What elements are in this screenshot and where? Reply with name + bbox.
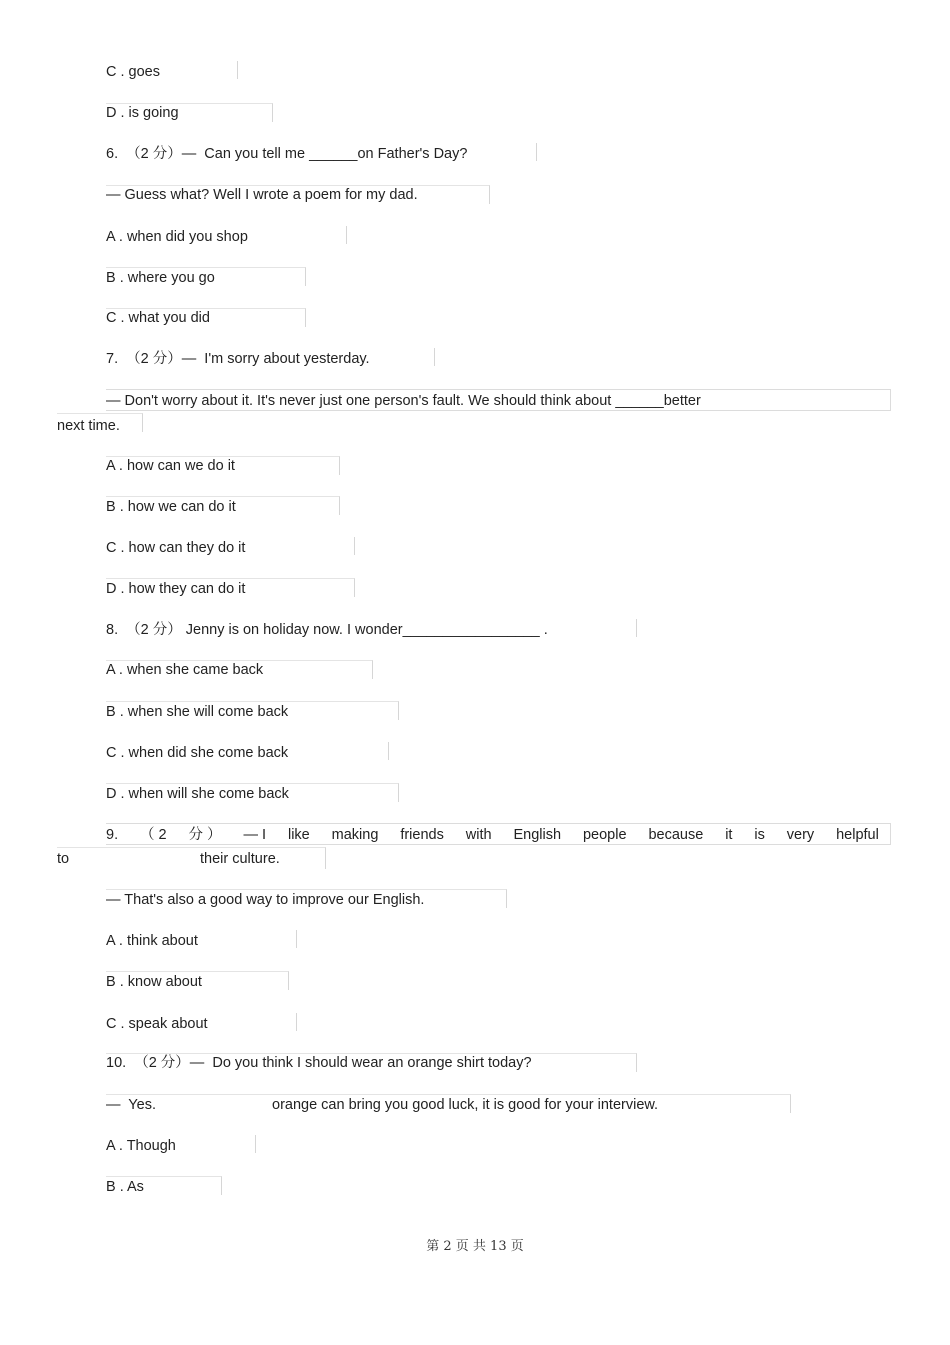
line-box <box>106 308 306 327</box>
line-box <box>57 847 326 869</box>
question-9-word: it <box>725 827 733 843</box>
question-9-word: like <box>287 827 310 843</box>
option-b: B . when she will come back <box>106 704 289 720</box>
option-c: C . goes <box>106 64 160 80</box>
question-9-word: English <box>513 827 562 843</box>
question-9-word: with <box>465 827 492 843</box>
line-box <box>106 348 435 366</box>
question-8: 8. （2 分） Jenny is on holiday now. I wonder_________________ . <box>106 622 548 638</box>
question-9-word: because <box>648 827 704 843</box>
question-9-word: helpful <box>836 827 879 843</box>
line-box <box>106 742 389 760</box>
line-box <box>106 1176 222 1195</box>
line-box <box>106 1053 637 1072</box>
line-box <box>106 619 637 637</box>
line-box <box>106 61 238 79</box>
line-box <box>106 267 306 286</box>
line-box <box>106 971 289 990</box>
option-c: C . what you did <box>106 310 210 326</box>
line-box <box>106 578 355 597</box>
question-9-to: to <box>57 851 70 867</box>
line-box <box>106 143 537 161</box>
line-box <box>106 783 399 802</box>
option-d: D . is going <box>106 105 179 121</box>
line-box <box>106 823 891 845</box>
question-9-word: very <box>786 827 815 843</box>
line-box <box>106 537 355 555</box>
line-box <box>106 889 507 908</box>
option-b: B . how we can do it <box>106 499 236 515</box>
line-box <box>106 930 297 948</box>
line-box <box>106 185 490 204</box>
option-b: B . where you go <box>106 270 215 286</box>
question-9-word: 分 ） <box>188 827 222 843</box>
line-box <box>106 701 399 720</box>
line-box <box>106 496 340 515</box>
question-10-reply: — Yes. <box>106 1097 156 1113</box>
question-7: 7. （2 分）— I'm sorry about yesterday. <box>106 351 370 367</box>
option-b: B . know about <box>106 974 202 990</box>
question-9-word: friends <box>400 827 444 843</box>
question-9-word: — I <box>243 827 267 843</box>
page-footer: 第 2 页 共 13 页 <box>426 1239 524 1254</box>
line-box <box>106 389 891 411</box>
question-7-reply-continued: next time. <box>57 418 120 434</box>
line-box <box>106 1135 256 1153</box>
question-9-word: （ 2 <box>140 827 167 843</box>
question-7-reply: — Don't worry about it. It's never just one person's fault. We should think about ______better <box>106 393 701 409</box>
line-box <box>106 226 347 244</box>
question-9-word: making <box>331 827 379 843</box>
option-a: A . think about <box>106 933 198 949</box>
option-a: A . Though <box>106 1138 176 1154</box>
option-a: A . when did you shop <box>106 229 248 245</box>
question-6: 6. （2 分）— Can you tell me ______on Father's Day? <box>106 146 468 162</box>
line-box <box>106 1013 297 1031</box>
question-6-reply: — Guess what? Well I wrote a poem for my dad. <box>106 187 418 203</box>
line-box <box>57 413 143 432</box>
question-9-word: people <box>582 827 627 843</box>
question-9-continued: their culture. <box>200 851 280 867</box>
option-c: C . when did she come back <box>106 745 289 761</box>
option-a: A . when she came back <box>106 662 264 678</box>
line-box <box>106 660 373 679</box>
question-10-reply-continued: orange can bring you good luck, it is good for your interview. <box>272 1097 659 1113</box>
line-box <box>106 1094 791 1113</box>
option-a: A . how can we do it <box>106 458 235 474</box>
option-b: B . As <box>106 1179 144 1195</box>
question-9-word: 9. <box>106 827 119 843</box>
option-d: D . how they can do it <box>106 581 246 597</box>
option-c: C . how can they do it <box>106 540 246 556</box>
line-box <box>106 103 273 122</box>
line-box <box>106 456 340 475</box>
question-9-reply: — That's also a good way to improve our English. <box>106 892 425 908</box>
question-10: 10. （2 分）— Do you think I should wear an orange shirt today? <box>106 1055 532 1071</box>
option-d: D . when will she come back <box>106 786 289 802</box>
question-9-word: is <box>754 827 765 843</box>
option-c: C . speak about <box>106 1016 208 1032</box>
